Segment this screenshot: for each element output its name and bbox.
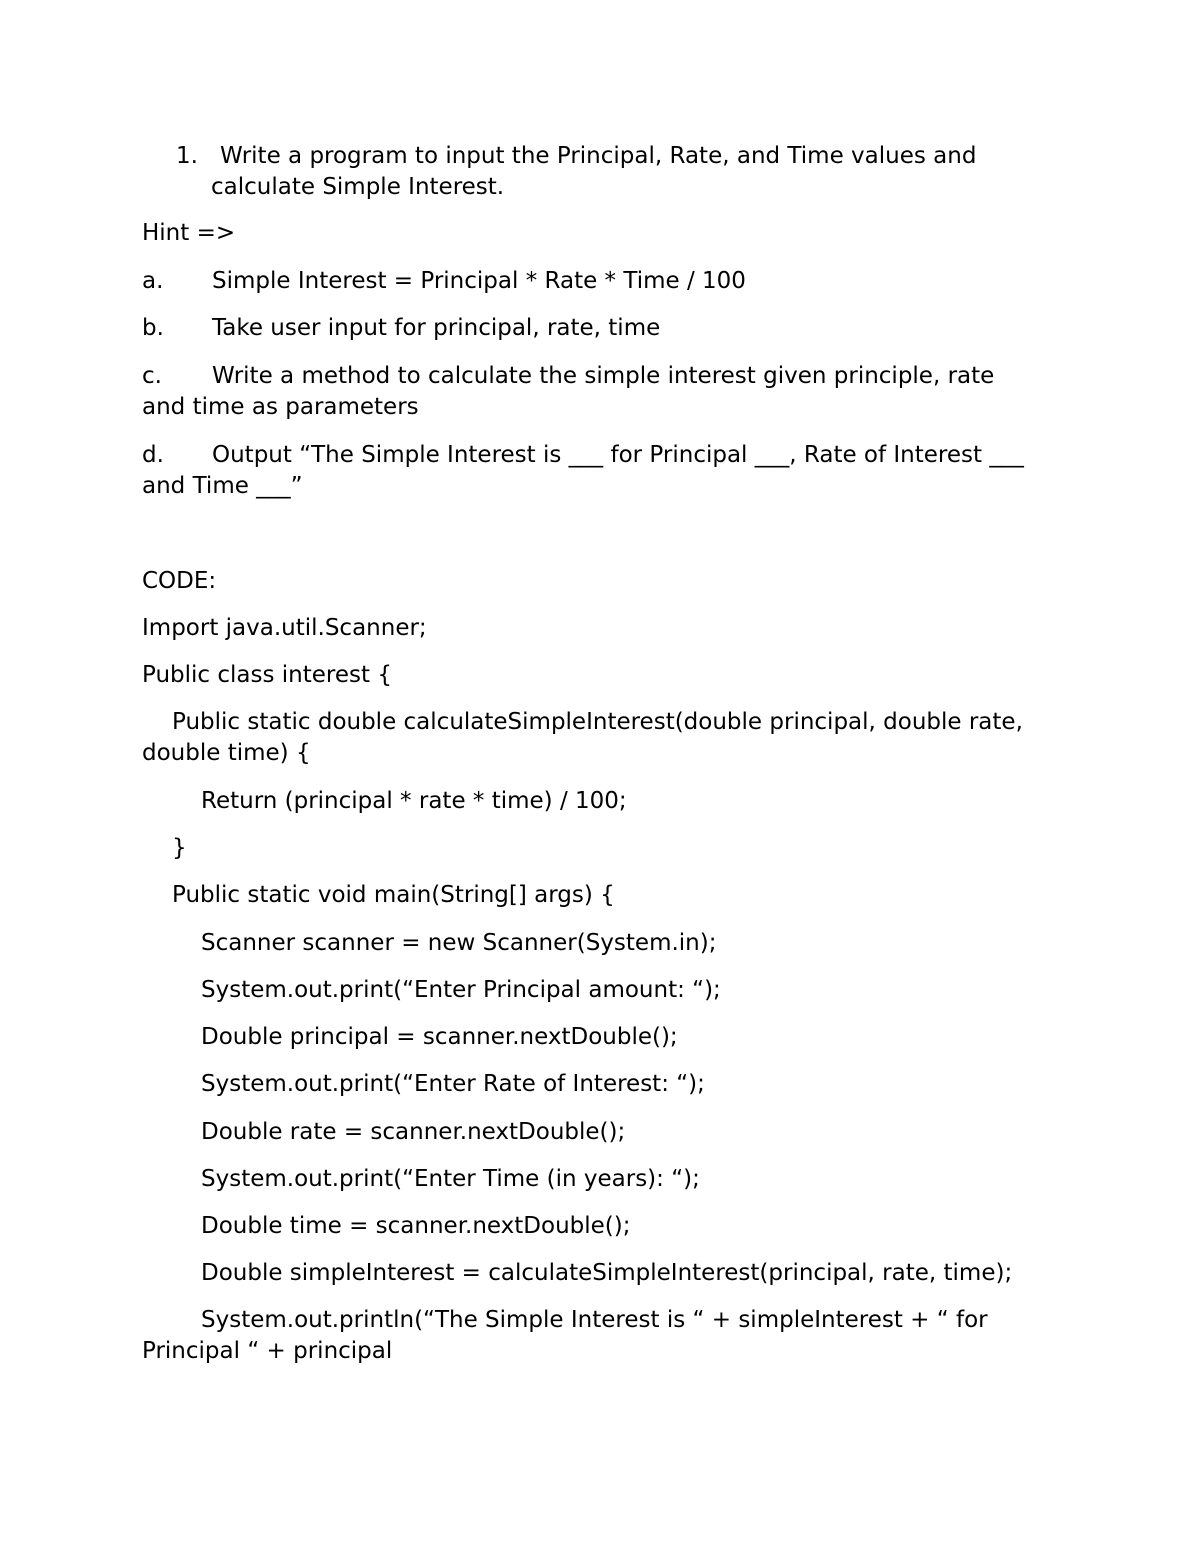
hint-item-b [142,313,1062,344]
code-line: Scanner scanner = new Scanner(System.in); [201,930,717,956]
hint-item-d [142,440,1062,502]
code-line-text: System.out.println(“The Simple Interest is “ + simpleInterest + “ for [201,1307,988,1333]
code-line: Double simpleInterest = calculateSimpleInterest(principal, rate, time); [201,1260,1013,1286]
code-line: Import java.util.Scanner; [142,615,427,641]
code-line: System.out.print(“Enter Principal amount: “); [201,977,721,1003]
hint-letter: c. [142,363,162,389]
hint-text: Write a method to calculate the simple interest given principle, rate [212,363,995,389]
hint-letter: b. [142,315,164,341]
code-line: Double principal = scanner.nextDouble(); [201,1024,678,1050]
hint-item-a [142,266,1062,297]
code-line: Return (principal * rate * time) / 100; [201,788,627,814]
code-line: Double time = scanner.nextDouble(); [201,1213,631,1239]
code-line: Public class interest { [142,662,392,688]
hint-text-continued: and time as parameters [142,394,419,420]
code-line [142,1305,1062,1367]
code-line: System.out.print(“Enter Time (in years): “); [201,1166,700,1192]
hint-text: Simple Interest = Principal * Rate * Time / 100 [212,268,746,294]
question-line-1: Write a program to input the Principal, Rate, and Time values and [220,143,977,169]
hint-item-c [142,361,1062,423]
question-text [211,141,1071,203]
code-line: } [172,835,187,861]
hint-letter: d. [142,442,164,468]
hint-title: Hint => [142,220,236,246]
code-line: Public static void main(String[] args) { [172,882,615,908]
hint-text: Output “The Simple Interest is ___ for Principal ___, Rate of Interest ___ [212,442,1024,468]
hint-text: Take user input for principal, rate, time [212,315,661,341]
code-line: Double rate = scanner.nextDouble(); [201,1119,626,1145]
hint-letter: a. [142,268,164,294]
question-line-2: calculate Simple Interest. [211,174,505,200]
code-line [142,707,1062,769]
code-line-continued: double time) { [142,740,311,766]
code-heading: CODE: [142,568,217,594]
code-line: System.out.print(“Enter Rate of Interest: “); [201,1071,705,1097]
hint-text-continued: and Time ___” [142,473,303,499]
code-line-continued: Principal “ + principal [142,1338,393,1364]
code-line-text: Public static double calculateSimpleInterest(double principal, double rate, [172,709,1023,735]
question-number: 1. [176,143,198,169]
